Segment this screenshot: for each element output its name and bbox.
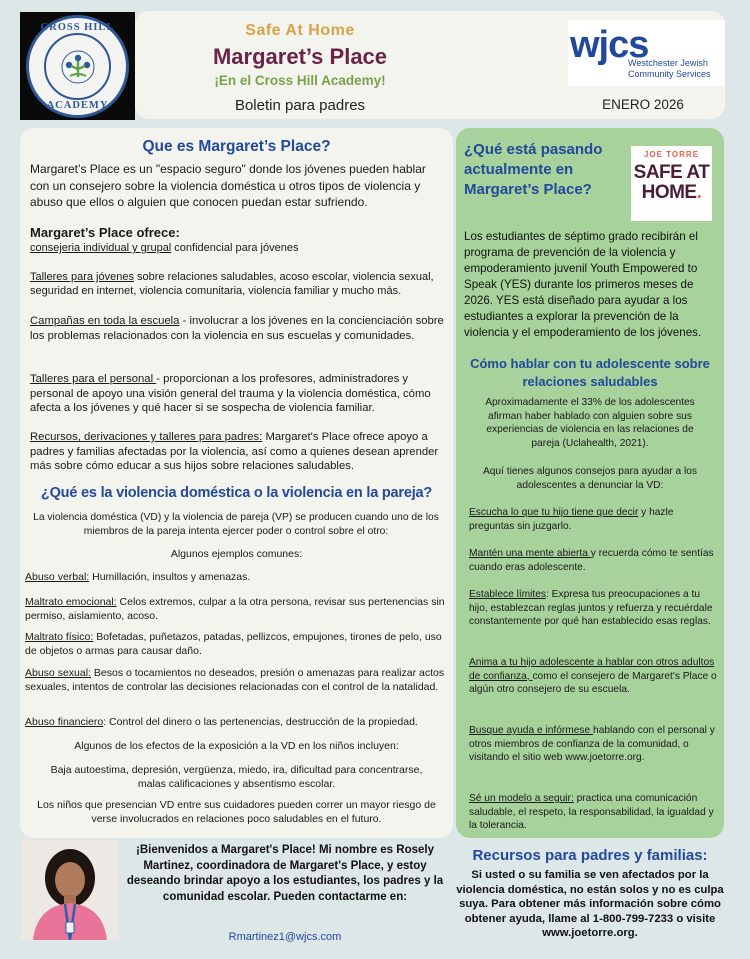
- offer-label: consejeria individual y grupal: [30, 242, 172, 254]
- effects-label: Algunos de los efectos de la exposición a la VD en los niños incluyen:: [74, 740, 399, 752]
- coordinator-photo: [21, 840, 119, 940]
- stat-text: Aproximadamente el 33% de los adolescentes afirman haber hablado con alguien sobre sus experiencias de violencia en las relaciones de pareja (Uclahealth, 2021).: [485, 397, 695, 449]
- example-item: [25, 716, 445, 730]
- logo-text-bottom: ACADEMY: [46, 100, 109, 111]
- tip-item: [469, 588, 719, 629]
- yes-program-text: Los estudiantes de séptimo grado recibirán el programa de prevención de la violencia y empoderamiento juvenil Youth Empowered to Speak (YES) durante los primeros meses de 2026. YES está diseñado para ayudar a los estudiantes a explorar la prevención de la violencia y el empoderamiento de los jóvenes.: [464, 230, 702, 339]
- offer-label: Talleres para el personal: [30, 373, 157, 385]
- cross-hill-academy-logo: [20, 12, 135, 120]
- tip-item: [469, 656, 719, 697]
- newsletter-header: [0, 0, 750, 125]
- offer-text: - involucrar a los jóvenes en la concienciación sobre los problemas relacionados con la violencia en sus escuelas y comunidades.: [30, 315, 444, 342]
- example-item: [25, 596, 445, 623]
- offers-heading: Margaret’s Place ofrece:: [30, 225, 180, 240]
- offer-text: confidencial para jóvenes: [171, 242, 299, 254]
- offer-text: - proporcionan a los profesores, administradores y personal de apoyo una visión general del trauma y la violencia doméstica, cómo afecta a los jóvenes y qué hacer si se sospecha de violencia familiar.: [30, 373, 431, 414]
- examples-label: Algunos ejemplos comunes:: [170, 548, 303, 560]
- tip-text: hablando con el personal y otros miembros de confianza de la comunidad, o visitando el sitio web www.joetorre.org.: [469, 725, 715, 763]
- dv-heading: ¿Qué es la violencia doméstica o la violencia en la pareja?: [40, 485, 433, 501]
- whats-happening-heading: ¿Qué está pasando actualmente en Margaret’s Place?: [464, 141, 603, 198]
- talk-heading: Cómo hablar con tu adolescente sobre relaciones saludables: [470, 356, 710, 389]
- offer-item: [30, 270, 446, 298]
- tip-label: Sé un modelo a seguir:: [469, 793, 574, 804]
- resources-heading: Recursos para padres y familias:: [472, 847, 708, 864]
- offer-label: Campañas en toda la escuela: [30, 315, 180, 327]
- tip-label: Anima a tu hijo adolescente a hablar con otros adultos de confianza,: [469, 657, 715, 682]
- dv-intro: La violencia doméstica (VD) y la violencia de pareja (VP) se producen cuando uno de los miembros de la pareja intenta ejercer poder o control sobre el otro:: [33, 512, 439, 537]
- page-title: Margaret’s Place: [212, 44, 388, 69]
- welcome-message: ¡Bienvenidos a Margaret's Place! Mi nombre es Rosely Martinez, coordinadora de Margaret's Place, y estoy deseando brindar apoyo a los estudiantes, los padres y la comunidad escolar. Pueden contactarme en:: [126, 844, 444, 903]
- about-intro: Margaret’s Place es un "espacio seguro" donde los jóvenes pueden hablar con un consejero sobre la violencia doméstica u otros tipos de violencia y abuso que ellos o alguien que conocen puedan estar sufriendo.: [30, 162, 426, 209]
- tip-item: [469, 506, 719, 533]
- tip-text: practica una comunicación saludable, el respeto, la responsabilidad, la igualdad y la tolerancia.: [469, 793, 714, 831]
- offer-item: [30, 372, 446, 416]
- tip-item: [469, 547, 719, 574]
- tip-label: Establece límites: [469, 589, 547, 600]
- offer-label: Talleres para jóvenes: [30, 271, 134, 283]
- example-item: [25, 631, 445, 658]
- tips-intro: Aquí tienes algunos consejos para ayudar a los adolescentes a denunciar la VD:: [482, 466, 698, 491]
- kicker: Safe At Home: [245, 22, 355, 39]
- issue-date: ENERO 2026: [602, 97, 684, 112]
- newsletter-label: Boletin para padres: [234, 97, 366, 114]
- tip-label: Escucha lo que tu hijo tiene que decir: [469, 507, 639, 518]
- offer-label: Recursos, derivaciones y talleres para padres:: [30, 431, 263, 443]
- example-label: Abuso sexual:: [25, 667, 91, 679]
- offer-item: [30, 430, 446, 474]
- offer-item: [30, 314, 446, 343]
- right-panel: [456, 128, 724, 838]
- joe-torre-safe-at-home-logo: [631, 146, 712, 221]
- resources-text: Si usted o su familia se ven afectados por la violencia doméstica, no están solos y no es culpa suya. Para obtener más información sobre cómo obtener ayuda, llame al 1-800-799-7233 o visite www.joetorre.org.: [456, 869, 724, 939]
- example-text: Humillación, insultos y amenazas.: [89, 571, 251, 583]
- example-label: Abuso financiero: [25, 716, 104, 728]
- example-text: : Control del dinero o las pertenencias, destrucción de la propiedad.: [103, 716, 418, 728]
- logo-line-2-text: HOME: [641, 182, 697, 203]
- contact-email-link[interactable]: Rmartinez1@wjcs.com: [228, 931, 342, 943]
- tip-label: Mantén una mente abierta: [469, 548, 591, 559]
- tip-text: : Expresa tus preocupaciones a tu hijo, establezcan reglas juntos y refuerza y recuérdale constantemente por qué han establecido esas reglas.: [469, 589, 713, 627]
- example-text: Besos o tocamientos no deseados, presión o amenazas para realizar actos sexuales, intentos de controlar las decisiones relacionadas con el control de la natalidad.: [25, 667, 445, 693]
- tip-text: como el consejero de Margaret's Place o algún otro consejero de su escuela.: [469, 670, 717, 695]
- example-text: Bofetadas, puñetazos, patadas, pellizcos, empujones, tirones de pelo, uso de objetos o armas para causar daño.: [25, 631, 442, 657]
- example-label: Abuso verbal:: [25, 571, 90, 583]
- tip-item: [469, 792, 719, 833]
- wjcs-name: [628, 58, 711, 80]
- about-heading: Que es Margaret’s Place?: [142, 138, 331, 155]
- example-label: Maltrato físico:: [25, 631, 94, 643]
- logo-safe-at-home: [633, 163, 710, 203]
- logo-dot: .: [696, 182, 702, 203]
- example-text: Celos extremos, culpar a la otra persona, revisar sus pertenencias sin permiso, aislamiento, acoso.: [25, 596, 445, 622]
- wjcs-name-line-1: Westchester Jewish: [628, 58, 708, 68]
- example-label: Maltrato emocional:: [25, 596, 117, 608]
- logo-top-text: JOE TORRE: [643, 150, 700, 159]
- logo-line-2: [633, 183, 710, 203]
- wjcs-logo: [568, 20, 725, 86]
- wjcs-name-line-2: Community Services: [628, 69, 711, 79]
- subtitle: ¡En el Cross Hill Academy!: [214, 73, 386, 88]
- tree-emblem-icon: [60, 49, 96, 85]
- left-panel: [20, 128, 453, 838]
- tip-text: y hazle preguntas sin juzgarlo.: [469, 507, 674, 532]
- effects-text: Baja autoestima, depresión, vergüenza, miedo, ira, dificultad para concentrarse, malas calificaciones y absentismo escolar.: [50, 764, 423, 790]
- wjcs-wordmark: wjcs: [570, 24, 649, 66]
- logo-seal: [26, 15, 129, 118]
- person-portrait-icon: [21, 840, 119, 940]
- example-item: [25, 667, 445, 694]
- logo-text-top: CROSS HILL: [40, 22, 115, 33]
- offer-text: sobre relaciones saludables, acoso escolar, violencia sexual, seguridad en internet, violencia comunitaria, violencia familiar y mucho más.: [30, 271, 434, 297]
- logo-line-1: SAFE AT: [633, 162, 710, 183]
- tip-text: y recuerda cómo te sentías cuando eras adolescente.: [469, 548, 714, 573]
- closing-text: Los niños que presencian VD entre sus cuidadores pueden correr un mayor riesgo de verse involucrados en relaciones poco saludables en el futuro.: [37, 799, 436, 825]
- offer-item: [30, 241, 446, 255]
- example-item: [25, 571, 445, 585]
- offer-text: Margaret's Place ofrece apoyo a padres y familias afectadas por la violencia, así como a quienes desean aprender más sobre cómo educar a sus hijos sobre relaciones saludables.: [30, 431, 439, 472]
- tip-label: Busque ayuda e infórmese: [469, 725, 594, 736]
- tip-item: [469, 724, 719, 765]
